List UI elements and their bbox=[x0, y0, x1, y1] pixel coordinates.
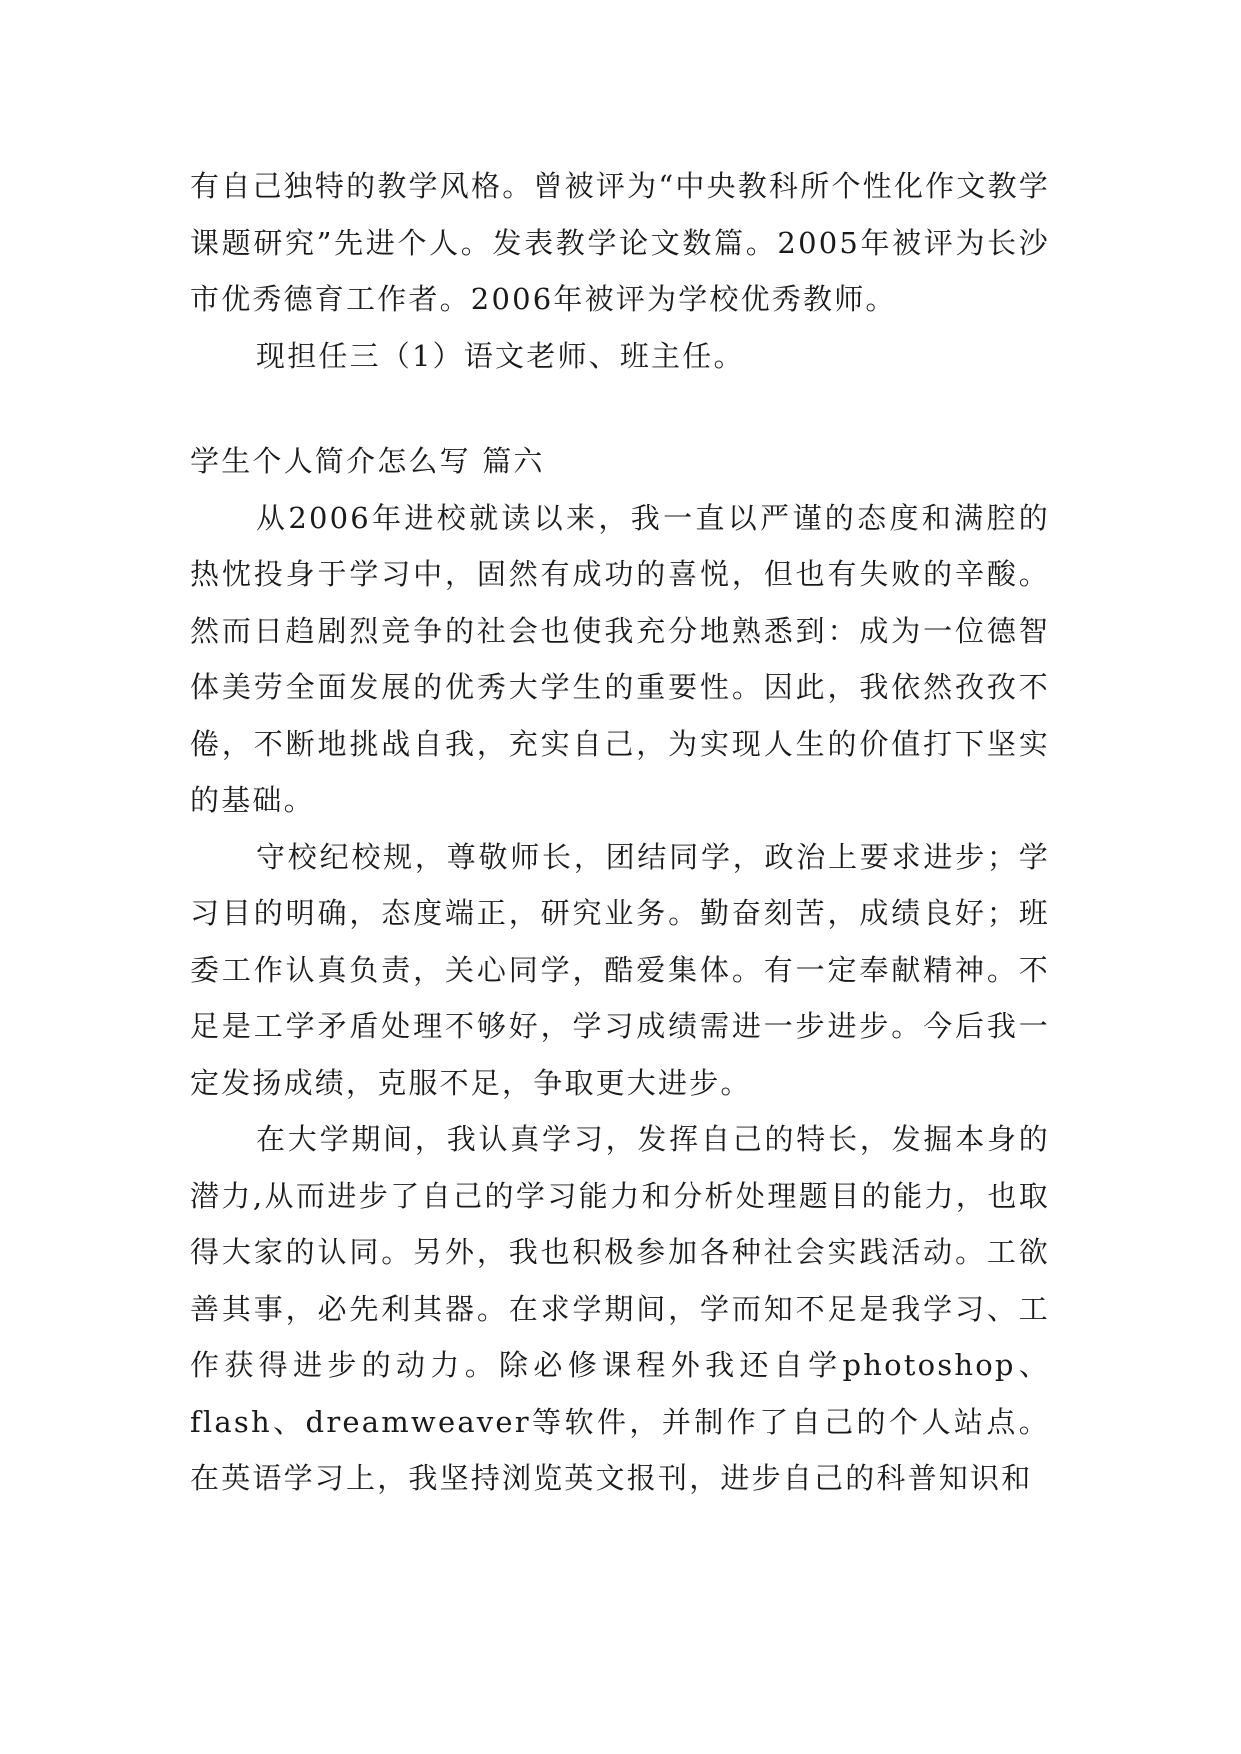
body-paragraph-study-attitude: 从2006年进校就读以来，我一直以严谨的态度和满腔的热忱投身于学习中，固然有成功的喜悦，但也有失败的辛酸。然而日趋剧烈竞争的社会也使我充分地熟悉到：成为一位德智体美劳全面发展的优秀大学生的重要性。因此，我依然孜孜不倦，不断地挑战自我，充实自己，为实现人生的价值打下坚实的基础。 bbox=[190, 500, 1050, 817]
body-paragraph-conduct: 守校纪校规，尊敬师长，团结同学，政治上要求进步；学习目的明确，态度端正，研究业务。勤奋刻苦，成绩良好；班委工作认真负责，关心同学，酷爱集体。有一定奉献精神。不足是工学矛盾处理不够好，学习成绩需进一步进步。今后我一定发扬成绩，克服不足，争取更大进步。 bbox=[190, 839, 1050, 1100]
position-paragraph: 现担任三（1）语文老师、班主任。 bbox=[256, 338, 745, 373]
intro-paragraph: 有自己独特的教学风格。曾被评为“中央教科所个性化作文教学课题研究”先进个人。发表教学论文数篇。2005年被评为长沙市优秀德育工作者。2006年被评为学校优秀教师。 bbox=[190, 169, 1050, 316]
section-heading: 学生个人简介怎么写 篇六 bbox=[190, 444, 545, 478]
document-body bbox=[190, 158, 1050, 1507]
body-paragraph-university: 在大学期间，我认真学习，发挥自己的特长，发掘本身的潜力,从而进步了自己的学习能力和分析处理题目的能力，也取得大家的认同。另外，我也积极参加各种社会实践活动。工欲善其事，必先利其器。在求学期间，学而知不足是我学习、工作获得进步的动力。除必修课程外我还自学photoshop、flash、dreamweaver等软件，并制作了自己的个人站点。在英语学习上，我坚持浏览英文报刊，进步自己的科普知识和 bbox=[190, 1122, 1050, 1495]
